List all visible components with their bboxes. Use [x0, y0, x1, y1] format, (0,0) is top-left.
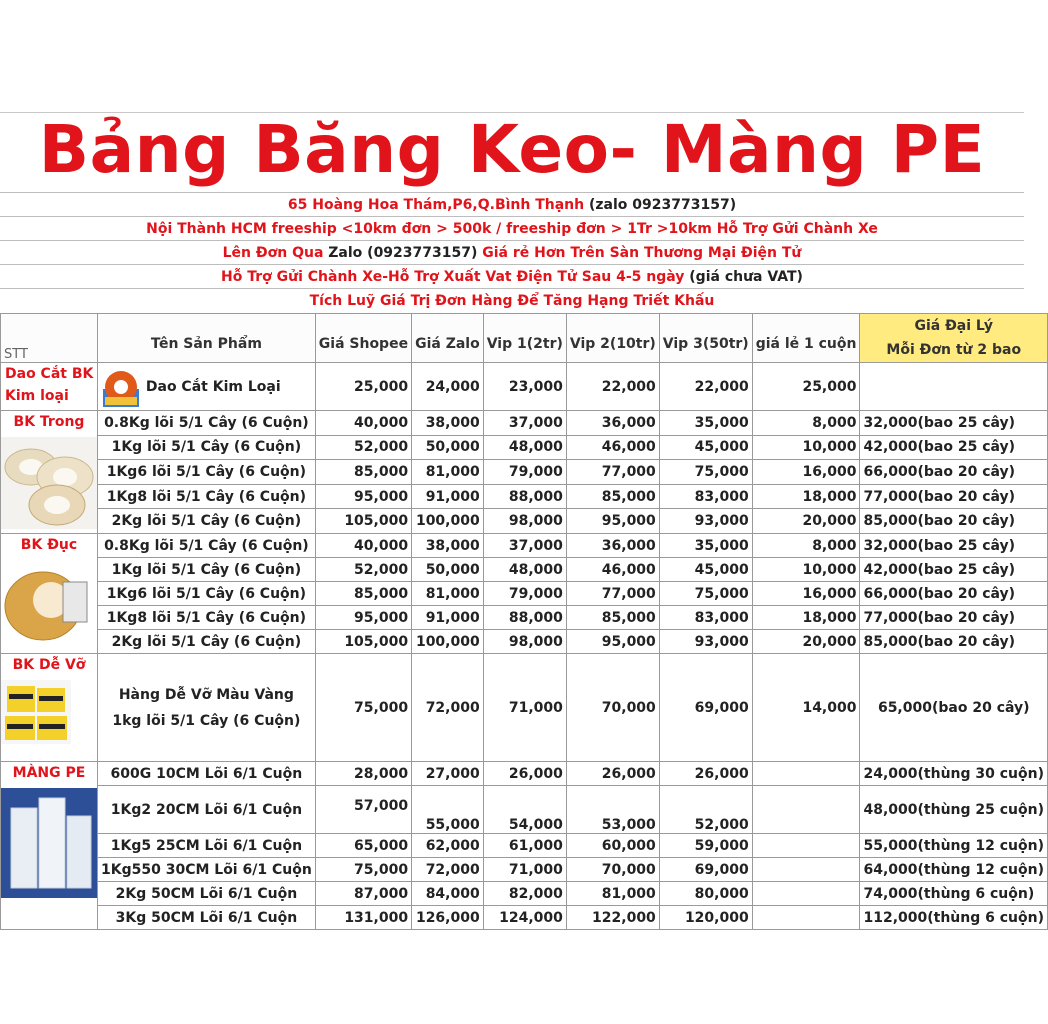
price-cell: 35,000: [659, 411, 752, 436]
price-cell: 10,000: [752, 558, 860, 582]
price-cell: 80,000: [659, 882, 752, 906]
column-header-product-name: Tên Sản Phẩm: [98, 314, 316, 363]
price-cell: 88,000: [483, 484, 566, 509]
price-cell: 57,000: [315, 786, 411, 834]
price-cell: 85,000: [315, 460, 411, 485]
category-cell: [1, 534, 98, 654]
price-cell: 77,000: [566, 460, 659, 485]
price-cell: 26,000: [566, 762, 659, 786]
price-cell: 48,000: [483, 558, 566, 582]
table-row: [1, 858, 1048, 882]
dealer-price-cell: 77,000(bao 20 cây): [860, 484, 1048, 509]
dealer-price-cell: 65,000(bao 20 cây): [860, 654, 1048, 762]
price-cell: 95,000: [315, 484, 411, 509]
product-name-cell: 600G 10CM Lõi 6/1 Cuộn: [98, 762, 316, 786]
price-cell: 81,000: [566, 882, 659, 906]
dealer-price-cell: 32,000(bao 25 cây): [860, 411, 1048, 436]
price-cell: 36,000: [566, 411, 659, 436]
price-cell: 26,000: [483, 762, 566, 786]
dealer-header-line: Giá Đại Lý: [914, 318, 994, 334]
price-cell: 52,000: [315, 558, 411, 582]
price-cell: 28,000: [315, 762, 411, 786]
price-cell: 18,000: [752, 606, 860, 630]
price-cell: 88,000: [483, 606, 566, 630]
table-row: [1, 363, 1048, 411]
price-cell: 85,000: [566, 484, 659, 509]
pe-film-image: [1, 788, 97, 898]
price-cell: 69,000: [659, 654, 752, 762]
price-cell: 100,000: [412, 630, 484, 654]
column-header-vip2: Vip 2(10tr): [566, 314, 659, 363]
price-cell: [752, 762, 860, 786]
price-cell: 18,000: [752, 484, 860, 509]
info-line: [0, 288, 1024, 313]
info-line: [0, 216, 1024, 241]
price-cell: [752, 906, 860, 930]
table-row: [1, 654, 1048, 762]
info-text: Lên Đơn Qua: [222, 245, 329, 261]
price-cell: 91,000: [412, 484, 484, 509]
product-name-cell: 1Kg550 30CM Lõi 6/1 Cuộn: [98, 858, 316, 882]
product-name: Dao Cắt Kim Loại: [141, 378, 281, 395]
info-line: [0, 264, 1024, 289]
price-cell: 131,000: [315, 906, 411, 930]
price-cell: 100,000: [412, 509, 484, 534]
price-cell: 72,000: [412, 858, 484, 882]
price-cell: 91,000: [412, 606, 484, 630]
info-line: [0, 192, 1024, 217]
product-name-cell: 2Kg lõi 5/1 Cây (6 Cuộn): [98, 630, 316, 654]
price-cell: 48,000: [483, 435, 566, 460]
price-cell: 98,000: [483, 509, 566, 534]
price-cell: 59,000: [659, 834, 752, 858]
table-row: [1, 606, 1048, 630]
table-row: [1, 906, 1048, 930]
price-table: [0, 313, 1048, 930]
price-cell: 50,000: [412, 435, 484, 460]
column-header-stt: STT: [1, 314, 98, 363]
price-cell: 75,000: [315, 858, 411, 882]
price-cell: 46,000: [566, 558, 659, 582]
info-line: [0, 240, 1024, 265]
price-cell: 84,000: [412, 882, 484, 906]
product-name-cell: [98, 363, 316, 411]
table-row: [1, 630, 1048, 654]
price-cell: 69,000: [659, 858, 752, 882]
table-row: [1, 558, 1048, 582]
tape-cutter-image: [101, 367, 141, 409]
column-header-zalo-price: Giá Zalo: [412, 314, 484, 363]
dealer-price-cell: 55,000(thùng 12 cuộn): [860, 834, 1048, 858]
price-cell: 77,000: [566, 582, 659, 606]
category-cell: [1, 411, 98, 534]
price-cell: 98,000: [483, 630, 566, 654]
category-cell: [1, 363, 98, 411]
dealer-price-cell: 85,000(bao 20 cây): [860, 509, 1048, 534]
table-row: [1, 582, 1048, 606]
price-cell: 82,000: [483, 882, 566, 906]
price-cell: 61,000: [483, 834, 566, 858]
category-label: Dao Cắt BK Kim loại: [5, 366, 94, 404]
info-text: Hỗ Trợ Gửi Chành Xe-Hỗ Trợ Xuất Vat Điện Tử Sau 4-5 ngày: [221, 269, 690, 285]
info-text: 65 Hoàng Hoa Thám,P6,Q.Bình Thạnh: [287, 197, 589, 213]
price-cell: 105,000: [315, 509, 411, 534]
price-cell: 27,000: [412, 762, 484, 786]
info-text: Zalo (0923773157): [328, 245, 483, 261]
price-cell: 93,000: [659, 630, 752, 654]
info-text: Giá rẻ Hơn Trên Sàn Thương Mại Điện Tử: [482, 245, 802, 261]
price-cell: 37,000: [483, 411, 566, 436]
price-cell: 40,000: [315, 534, 411, 558]
price-cell: 46,000: [566, 435, 659, 460]
price-cell: 83,000: [659, 606, 752, 630]
price-cell: 45,000: [659, 558, 752, 582]
price-cell: 85,000: [315, 582, 411, 606]
price-cell: 55,000: [412, 786, 484, 834]
price-cell: 52,000: [315, 435, 411, 460]
price-cell: 16,000: [752, 582, 860, 606]
dealer-price-cell: 74,000(thùng 6 cuộn): [860, 882, 1048, 906]
price-cell: 72,000: [412, 654, 484, 762]
product-name-cell: Hàng Dễ Vỡ Màu Vàng 1kg lõi 5/1 Cây (6 Cuộn): [98, 654, 316, 762]
price-cell: [752, 858, 860, 882]
column-header-vip1: Vip 1(2tr): [483, 314, 566, 363]
price-cell: 22,000: [659, 363, 752, 411]
dealer-price-cell: 48,000(thùng 25 cuộn): [860, 786, 1048, 834]
price-cell: 70,000: [566, 654, 659, 762]
column-header-shopee-price: Giá Shopee: [315, 314, 411, 363]
price-cell: 95,000: [566, 509, 659, 534]
price-cell: 79,000: [483, 460, 566, 485]
table-row: [1, 435, 1048, 460]
price-cell: 50,000: [412, 558, 484, 582]
product-name-cell: 1Kg5 25CM Lõi 6/1 Cuộn: [98, 834, 316, 858]
info-text: (zalo 0923773157): [589, 197, 737, 213]
product-name-cell: 1Kg lõi 5/1 Cây (6 Cuộn): [98, 558, 316, 582]
price-cell: 25,000: [315, 363, 411, 411]
price-cell: 71,000: [483, 654, 566, 762]
dealer-price-cell: 66,000(bao 20 cây): [860, 582, 1048, 606]
clear-tape-image: [1, 437, 97, 529]
price-cell: 8,000: [752, 411, 860, 436]
info-text: Tích Luỹ Giá Trị Đơn Hàng Để Tăng Hạng Triết Khấu: [309, 293, 715, 309]
dealer-price-cell: 42,000(bao 25 cây): [860, 435, 1048, 460]
price-cell: 105,000: [315, 630, 411, 654]
price-cell: 23,000: [483, 363, 566, 411]
price-cell: 36,000: [566, 534, 659, 558]
price-cell: 79,000: [483, 582, 566, 606]
price-cell: 85,000: [566, 606, 659, 630]
dealer-price-cell: 66,000(bao 20 cây): [860, 460, 1048, 485]
product-name-cell: 3Kg 50CM Lõi 6/1 Cuộn: [98, 906, 316, 930]
price-cell: 24,000: [412, 363, 484, 411]
price-cell: 122,000: [566, 906, 659, 930]
dealer-header-line: Mỗi Đơn từ 2 bao: [886, 342, 1022, 358]
price-cell: 25,000: [752, 363, 860, 411]
fragile-tape-image: [1, 680, 71, 744]
price-cell: 124,000: [483, 906, 566, 930]
info-text: Nội Thành HCM freeship <10km đơn > 500k / freeship đơn > 1Tr >10km Hỗ Trợ Gửi Chành Xe: [146, 221, 878, 237]
price-cell: 20,000: [752, 509, 860, 534]
dealer-price-cell: 64,000(thùng 12 cuộn): [860, 858, 1048, 882]
price-cell: [752, 834, 860, 858]
category-label: BK Dễ Vỡ: [12, 657, 86, 673]
table-row: [1, 509, 1048, 534]
price-cell: 93,000: [659, 509, 752, 534]
price-cell: 75,000: [659, 460, 752, 485]
price-cell: 52,000: [659, 786, 752, 834]
dealer-price-cell: 112,000(thùng 6 cuộn): [860, 906, 1048, 930]
dealer-price-cell: 77,000(bao 20 cây): [860, 606, 1048, 630]
dealer-price-cell: 24,000(thùng 30 cuộn): [860, 762, 1048, 786]
price-cell: 95,000: [566, 630, 659, 654]
price-cell: 35,000: [659, 534, 752, 558]
table-row: [1, 411, 1048, 436]
price-cell: 70,000: [566, 858, 659, 882]
price-cell: 60,000: [566, 834, 659, 858]
table-row: [1, 460, 1048, 485]
column-header-dealer-price: [860, 314, 1048, 363]
price-cell: 16,000: [752, 460, 860, 485]
price-cell: 38,000: [412, 411, 484, 436]
table-row: [1, 834, 1048, 858]
price-cell: 75,000: [315, 654, 411, 762]
price-cell: [752, 786, 860, 834]
price-cell: 14,000: [752, 654, 860, 762]
price-cell: 37,000: [483, 534, 566, 558]
price-cell: 54,000: [483, 786, 566, 834]
price-cell: 126,000: [412, 906, 484, 930]
column-header-retail: giá lẻ 1 cuộn: [752, 314, 860, 363]
table-row: [1, 786, 1048, 834]
dealer-price-cell: [860, 363, 1048, 411]
product-name-cell: 2Kg lõi 5/1 Cây (6 Cuộn): [98, 509, 316, 534]
page-title: Bảng Băng Keo- Màng PE: [38, 111, 986, 188]
price-cell: 20,000: [752, 630, 860, 654]
product-name-cell: 1Kg8 lõi 5/1 Cây (6 Cuộn): [98, 606, 316, 630]
price-cell: 45,000: [659, 435, 752, 460]
product-name-cell: 0.8Kg lõi 5/1 Cây (6 Cuộn): [98, 534, 316, 558]
category-cell: [1, 654, 98, 762]
product-name-cell: 1Kg2 20CM Lõi 6/1 Cuộn: [98, 786, 316, 834]
price-cell: 26,000: [659, 762, 752, 786]
dealer-price-cell: 42,000(bao 25 cây): [860, 558, 1048, 582]
opaque-tape-image: [1, 560, 97, 644]
price-cell: 38,000: [412, 534, 484, 558]
info-text: (giá chưa VAT): [689, 269, 803, 285]
price-cell: 65,000: [315, 834, 411, 858]
dealer-price-cell: 85,000(bao 20 cây): [860, 630, 1048, 654]
price-cell: 120,000: [659, 906, 752, 930]
category-label: BK Trong: [13, 414, 85, 430]
column-header-vip3: Vip 3(50tr): [659, 314, 752, 363]
product-name-cell: 0.8Kg lõi 5/1 Cây (6 Cuộn): [98, 411, 316, 436]
product-name-cell: 1Kg6 lõi 5/1 Cây (6 Cuộn): [98, 460, 316, 485]
price-cell: 75,000: [659, 582, 752, 606]
table-row: [1, 882, 1048, 906]
price-cell: 10,000: [752, 435, 860, 460]
product-name-cell: 1Kg6 lõi 5/1 Cây (6 Cuộn): [98, 582, 316, 606]
category-label: MÀNG PE: [12, 765, 86, 781]
product-name-cell: 1Kg lõi 5/1 Cây (6 Cuộn): [98, 435, 316, 460]
table-row: [1, 534, 1048, 558]
price-cell: [752, 882, 860, 906]
price-cell: 83,000: [659, 484, 752, 509]
price-cell: 81,000: [412, 460, 484, 485]
price-cell: 87,000: [315, 882, 411, 906]
product-name-cell: 1Kg8 lõi 5/1 Cây (6 Cuộn): [98, 484, 316, 509]
price-cell: 71,000: [483, 858, 566, 882]
product-name-cell: 2Kg 50CM Lõi 6/1 Cuộn: [98, 882, 316, 906]
price-cell: 53,000: [566, 786, 659, 834]
price-cell: 8,000: [752, 534, 860, 558]
table-header-row: [1, 314, 1048, 363]
dealer-price-cell: 32,000(bao 25 cây): [860, 534, 1048, 558]
table-row: [1, 762, 1048, 786]
category-label: BK Đục: [20, 537, 78, 553]
price-cell: 40,000: [315, 411, 411, 436]
price-cell: 95,000: [315, 606, 411, 630]
price-cell: 22,000: [566, 363, 659, 411]
table-row: [1, 484, 1048, 509]
price-cell: 62,000: [412, 834, 484, 858]
category-cell: [1, 762, 98, 930]
price-cell: 81,000: [412, 582, 484, 606]
